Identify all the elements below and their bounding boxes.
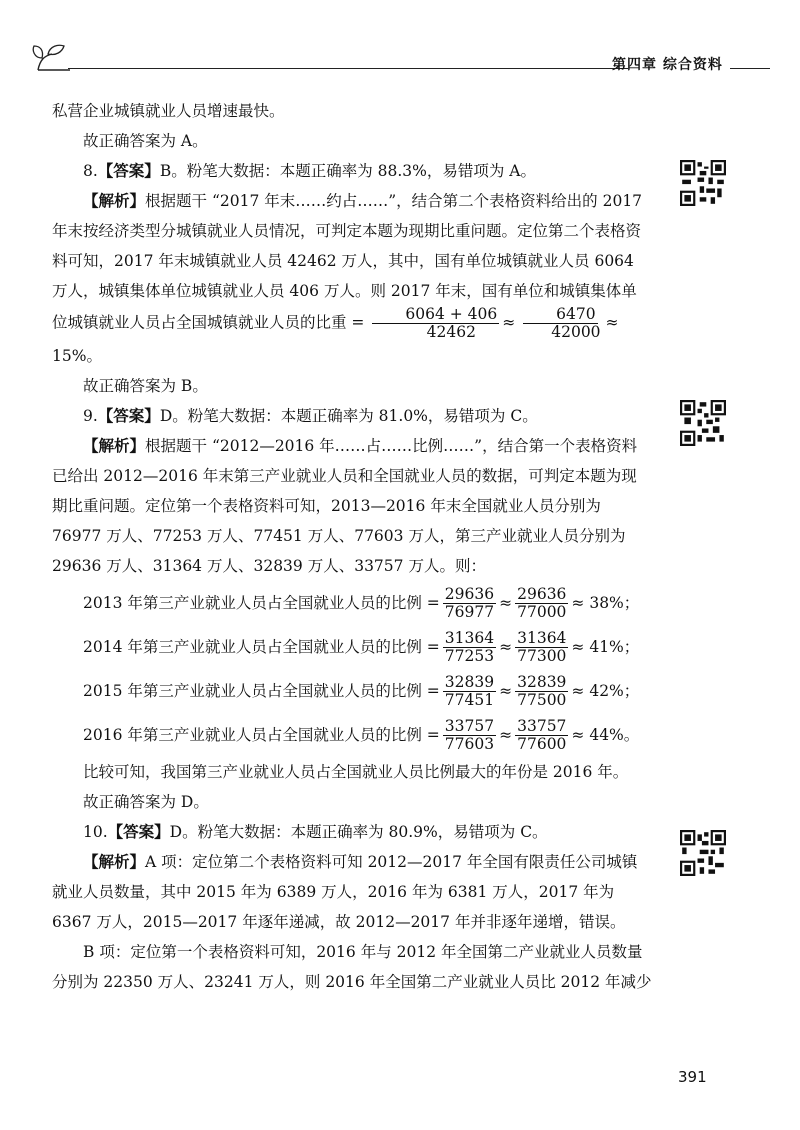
leaf-icon (30, 40, 70, 76)
answer-line: 故正确答案为 B。 (83, 377, 208, 395)
approx-sign: ≈ (499, 638, 513, 656)
q8-analysis (52, 186, 652, 371)
equation-label: 2015 年第三产业就业人员占全国就业人员的比例 = (83, 682, 440, 700)
numerator: 33757 (517, 716, 567, 735)
header-rule-tail (730, 68, 770, 69)
paragraph: B 项：定位第一个表格资料可知，2016 年与 2012 年全国第二产业就业人员数量分别为 22350 万人、23241 万人，则 2016 年全国第二产业就业人员比 2012 年减少 (52, 943, 652, 991)
fraction (515, 674, 568, 709)
numerator: 6064 + 406 (372, 306, 499, 324)
chapter-title: 第四章 综合资料 (612, 57, 723, 73)
denominator: 77603 (444, 734, 495, 753)
denominator: 77500 (517, 690, 567, 709)
numerator: 6470 (523, 306, 597, 324)
fraction (443, 718, 496, 753)
fraction (515, 718, 568, 753)
conclusion: 比较可知，我国第三产业就业人员占全国就业人员比例最大的年份是 2016 年。 (83, 763, 629, 781)
result: ≈ 42%； (571, 682, 640, 700)
qr-code-icon[interactable] (680, 160, 726, 206)
answer-line: 故正确答案为 A。 (83, 132, 208, 150)
numerator: 32839 (517, 672, 567, 691)
denominator: 77600 (517, 734, 567, 753)
paragraph: 私营企业城镇就业人员增速最快。 (52, 102, 285, 120)
analysis-text: 根据题干 “2017 年末……约占……”，结合第二个表格资料给出的 2017 年末按经济类型分城镇就业人员情况，可判定本题为现期比重问题。定位第二个表格资料可知，2017 年末城镇就业人员 42462 万人，其中，国有单位城镇就业人员 6064 万人，城镇集体单位城镇就业人员 406 万人。则 2017 年末，国有单位和城镇集体单位城镇就业人员占全国城镇就业人员的比重 = (52, 192, 643, 332)
denominator: 77451 (444, 690, 495, 709)
denominator: 77253 (444, 646, 495, 665)
page-content (52, 96, 652, 997)
question-number: 9. (83, 407, 98, 425)
result: ≈ 15%。 (52, 313, 619, 365)
equation-list (52, 581, 652, 757)
fraction (372, 306, 499, 341)
denominator: 76977 (444, 602, 495, 621)
q9-answer (52, 401, 652, 431)
answer-tag: 【答案】 (97, 407, 160, 425)
question-number: 10. (83, 823, 108, 841)
q9-analysis (52, 431, 652, 581)
result: ≈ 41%； (571, 638, 640, 656)
fraction (443, 586, 496, 621)
page-number: 391 (678, 1068, 707, 1086)
denominator: 77300 (517, 646, 567, 665)
fraction (515, 630, 568, 665)
denominator: 42462 (426, 323, 476, 341)
answer-tag: 【答案】 (97, 162, 160, 180)
q10-analysis (52, 847, 652, 937)
answer-line: 故正确答案为 D。 (83, 793, 209, 811)
qr-code-icon[interactable] (680, 830, 726, 876)
approx-sign: ≈ (499, 594, 513, 612)
answer-tag: 【答案】 (107, 823, 170, 841)
equation-row (83, 625, 652, 669)
analysis-tag: 【解析】 (83, 437, 146, 455)
q8-answer (52, 156, 652, 186)
numerator: 31364 (444, 628, 495, 647)
analysis-text: A 项：定位第二个表格资料可知 2012—2017 年全国有限责任公司城镇就业人员数量，其中 2015 年为 6389 万人，2016 年为 6381 万人，2017 年为 6367 万人，2015—2017 年逐年递减，故 2012—2017 年并非逐年递增，错误。 (52, 853, 638, 931)
approx-sign: ≈ (499, 682, 513, 700)
numerator: 31364 (517, 628, 567, 647)
equation-row (83, 669, 652, 713)
numerator: 29636 (517, 584, 567, 603)
fraction (518, 306, 602, 341)
denominator: 42000 (551, 323, 601, 341)
denominator: 77000 (517, 602, 567, 621)
approx-sign: ≈ (499, 726, 513, 744)
q10-answer (52, 817, 652, 847)
analysis-text: 根据题干 “2012—2016 年……占……比例……”，结合第一个表格资料已给出 2012—2016 年末第三产业就业人员和全国就业人员的数据，可判定本题为现期比重问题。定位第一个表格资料可知，2013—2016 年末全国就业人员分别为 76977 万人、77253 万人、77451 万人、77603 万人，第三产业就业人员分别为 29636 万人、31364 万人、32839 万人、33757 万人。则： (52, 437, 638, 575)
fraction (515, 586, 568, 621)
result: ≈ 44%。 (571, 726, 640, 744)
analysis-tag: 【解析】 (83, 853, 146, 871)
numerator: 29636 (444, 584, 495, 603)
page-header (30, 40, 770, 80)
numerator: 33757 (444, 716, 495, 735)
answer-text: B。粉笔大数据：本题正确率为 88.3%，易错项为 A。 (159, 162, 536, 180)
answer-text: D。粉笔大数据：本题正确率为 80.9%，易错项为 C。 (169, 823, 548, 841)
equation-label: 2014 年第三产业就业人员占全国就业人员的比例 = (83, 638, 440, 656)
result: ≈ 38%； (571, 594, 640, 612)
numerator: 32839 (444, 672, 495, 691)
qr-code-icon[interactable] (680, 400, 726, 446)
analysis-tag: 【解析】 (83, 192, 146, 210)
fraction (443, 674, 496, 709)
question-number: 8. (83, 162, 98, 180)
approx-sign: ≈ (502, 313, 516, 332)
equation-row (83, 581, 652, 625)
equation-row (83, 713, 652, 757)
fraction (443, 630, 496, 665)
equation-label: 2016 年第三产业就业人员占全国就业人员的比例 = (83, 726, 440, 744)
header-rule (68, 68, 628, 69)
equation-label: 2013 年第三产业就业人员占全国就业人员的比例 = (83, 594, 440, 612)
answer-text: D。粉笔大数据：本题正确率为 81.0%，易错项为 C。 (159, 407, 538, 425)
